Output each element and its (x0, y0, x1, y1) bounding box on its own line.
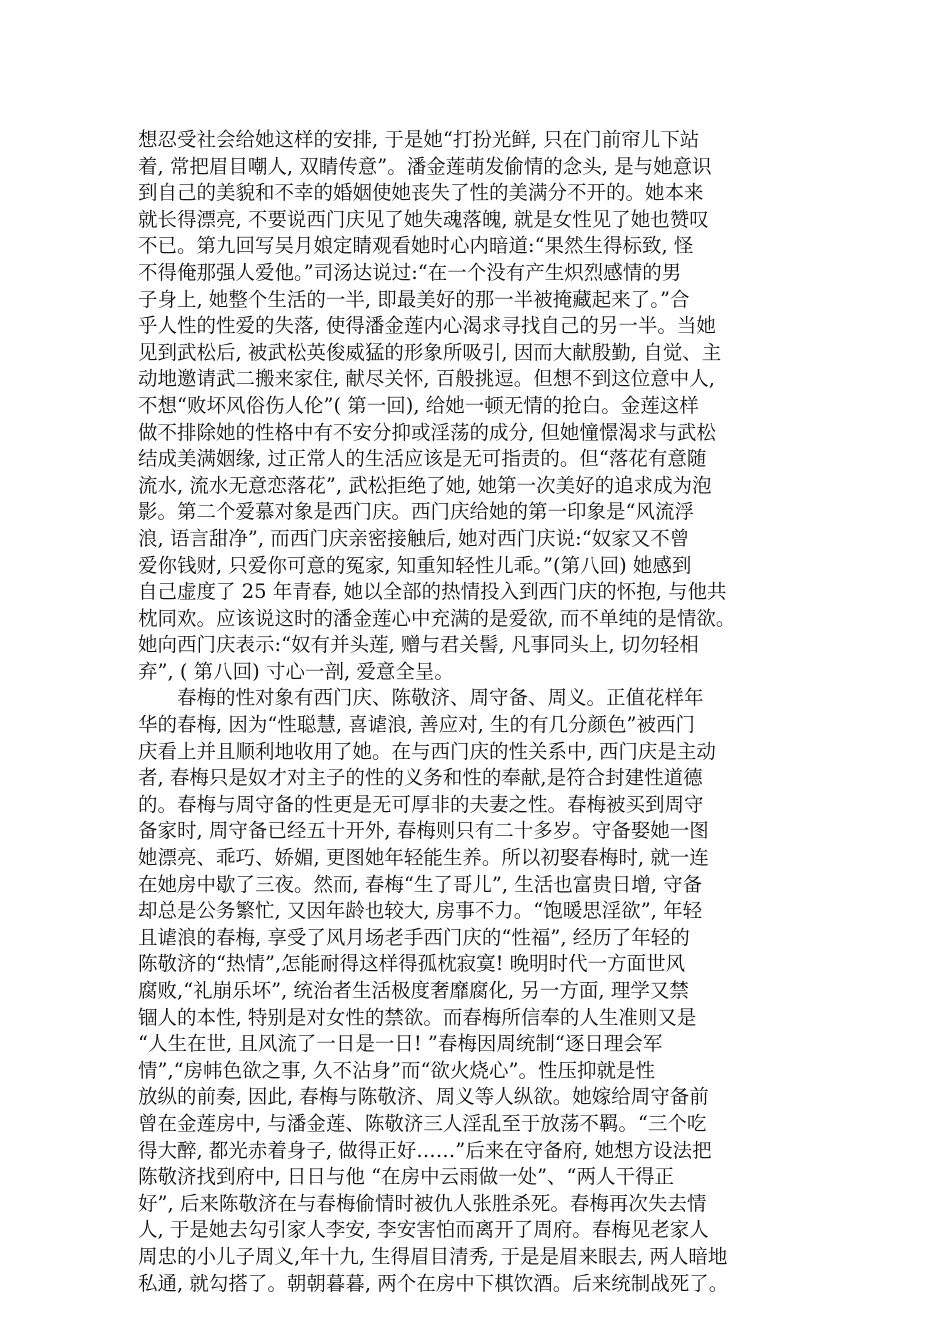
text-line: 影。第二个爱慕对象是西门庆。西门庆给她的第一印象是“风流浮 (138, 500, 694, 524)
text-line: 她向西门庆表示:“奴有并头莲, 赠与君关髻, 凡事同头上, 切勿轻相 (138, 633, 699, 657)
text-line: 见到武松后, 被武松英俊威猛的形象所吸引, 因而大献殷勤, 自觉、主 (138, 340, 722, 364)
text-line: 自己虚度了 25 年青春, 她以全部的热情投入到西门庆的怀抱, 与他共 (138, 580, 727, 604)
text-line: 不得俺那强人爱他。”司汤达说过:“在一个没有产生炽烈感情的男 (138, 260, 682, 284)
text-line: 放纵的前奏, 因此, 春梅与陈敬济、周义等人纵欲。她嫁给周守备前 (138, 1085, 709, 1109)
text-line: 流水, 流水无意恋落花”, 武松拒绝了她, 她第一次美好的追求成为泡 (138, 473, 712, 497)
text-line: 做不排除她的性格中有不安分抑或淫荡的成分, 但她憧憬渴求与武松 (138, 420, 716, 444)
paragraph-start-line: 春梅的性对象有西门庆、陈敬济、周守备、周义。正值花样年 (177, 686, 704, 710)
text-line: 枕同欢。应该说这时的潘金莲心中充满的是爱欲, 而不单纯的是情欲。 (138, 606, 736, 630)
text-line: 情”,“房帏色欲之事, 久不沾身”而“欲火烧心”。性压抑就是性 (138, 1058, 655, 1082)
body-text (138, 127, 818, 1297)
text-line: 不想“败坏风俗伤人伦”( 第一回), 给她一顿无情的抢白。金莲这样 (138, 393, 699, 417)
text-line: 人, 于是她去勾引家人李安, 李安害怕而离开了周府。春梅见老家人 (138, 1218, 709, 1242)
text-line: 浪, 语言甜净”, 而西门庆亲密接触后, 她对西门庆说:“奴家又不曾 (138, 526, 690, 550)
text-line: 私通, 就勾搭了。朝朝暮暮, 两个在房中下棋饮酒。后来统制战死了。 (138, 1271, 729, 1295)
text-line: 子身上, 她整个生活的一半, 即最美好的那一半被掩藏起来了。”合 (138, 287, 690, 311)
text-line: 爱你钱财, 只爱你可意的冤家, 知重知轻性儿乖。”(第八回) 她感到 (138, 553, 692, 577)
text-line: 她漂亮、乖巧、娇媚, 更图她年轻能生养。所以初娶春梅时, 就一连 (138, 846, 709, 870)
text-line: 的。春梅与周守备的性更是无可厚非的夫妻之性。春梅被买到周守 (138, 792, 704, 816)
text-line: 者, 春梅只是奴才对主子的性的义务和性的奉献,是符合封建性道德 (138, 766, 703, 790)
text-line: 就长得漂亮, 不要说西门庆见了她失魂落魄, 就是女性见了她也赞叹 (138, 207, 709, 231)
text-line: 在她房中歇了三夜。然而, 春梅“生了哥儿”, 生活也富贵日增, 守备 (138, 872, 703, 896)
text-line: 乎人性的性爱的失落, 使得潘金莲内心渴求寻找自己的另一半。当她 (138, 314, 716, 338)
text-line: 曾在金莲房中, 与潘金莲、陈敬济三人淫乱至于放荡不羁。“三个吃 (138, 1111, 707, 1135)
text-line: 得大醉, 都光赤着身子, 做得正好……”后来在守备府, 她想方设法把 (138, 1138, 712, 1162)
text-line: “人生在世, 且风流了一日是一日! ”春梅因周统制“逐日理会军 (138, 1032, 663, 1056)
text-line: 庆看上并且顺利地收用了她。在与西门庆的性关系中, 西门庆是主动 (138, 739, 716, 763)
text-line: 弃”, ( 第八回) 寸心一剖, 爱意全呈。 (138, 659, 454, 683)
text-line: 动地邀请武二搬来家住, 献尽关怀, 百般挑逗。但想不到这位意中人, (138, 367, 715, 391)
text-line: 不已。第九回写吴月娘定睛观看她时心内暗道:“果然生得标致, 怪 (138, 234, 694, 258)
text-line: 结成美满姻缘, 过正常人的生活应该是无可指责的。但“落花有意随 (138, 447, 707, 471)
text-line: 且谑浪的春梅, 享受了风月场老手西门庆的“性福”, 经历了年轻的 (138, 925, 690, 949)
text-line: 着, 常把眉目嘲人, 双睛传意”。潘金莲萌发偷情的念头, 是与她意识 (138, 154, 712, 178)
text-line: 却总是公务繁忙, 又因年龄也较大, 房事不力。“饱暖思淫欲”, 年轻 (138, 899, 703, 923)
text-line: 备家时, 周守备已经五十开外, 春梅则只有二十多岁。守备娶她一图 (138, 819, 709, 843)
text-line: 好”, 后来陈敬济在与春梅偷情时被仇人张胜杀死。春梅再次失去情 (138, 1191, 707, 1215)
text-line: 锢人的本性, 特别是对女性的禁欲。而春梅所信奉的人生准则又是 (138, 1005, 697, 1029)
text-line: 到自己的美貌和不幸的婚姻使她丧失了性的美满分不开的。她本来 (138, 181, 704, 205)
text-line: 陈敬济找到府中, 日日与他 “在房中云雨做一处”、“两人干得正 (138, 1165, 675, 1189)
text-line: 陈敬济的“热情”,怎能耐得这样得孤枕寂寞! 晚明时代一方面世风 (138, 952, 686, 976)
text-line: 腐败,“礼崩乐坏”, 统治者生活极度奢靡腐化, 另一方面, 理学又禁 (138, 979, 689, 1002)
text-line: 周忠的小儿子周义,年十九, 生得眉目清秀, 于是是眉来眼去, 两人暗地 (138, 1244, 728, 1268)
text-line: 想忍受社会给她这样的安排, 于是她“打扮光鲜, 只在门前帘儿下站 (138, 128, 700, 151)
text-line: 华的春梅, 因为“性聪慧, 喜谑浪, 善应对, 生的有几分颜色”被西门 (138, 713, 696, 737)
